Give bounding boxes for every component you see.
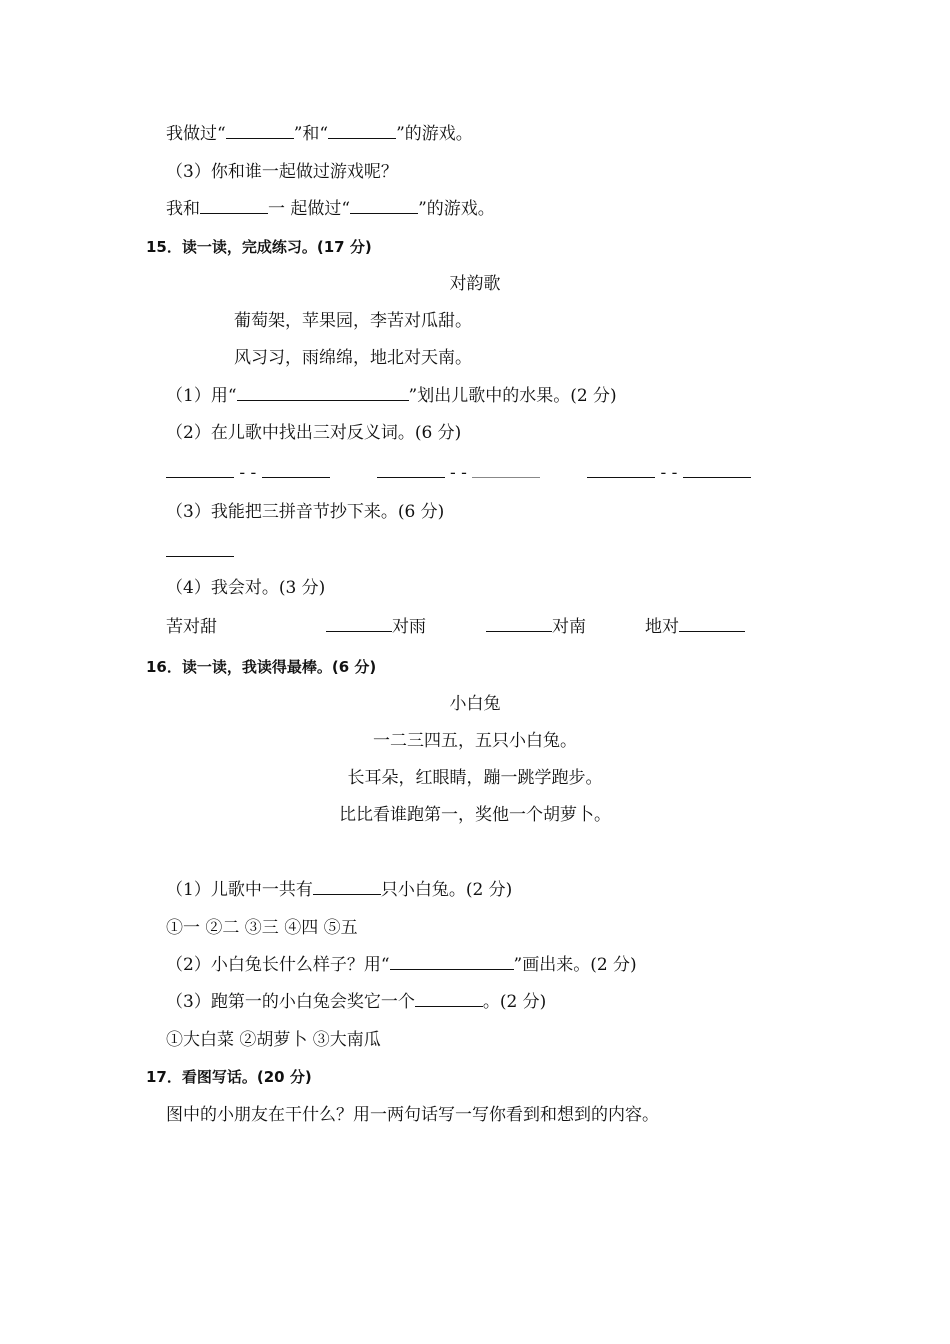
q16-part-1: [166, 878, 512, 902]
q16-poem-title: 小白兔: [449, 694, 501, 714]
answer-blank[interactable]: [486, 615, 552, 632]
q14-line-1-text-c: ”的游戏。: [396, 124, 473, 144]
q16-part-2-text-b: ”画出来。(2 分): [513, 955, 637, 975]
q16-part-1-text-b: 只小白兔。(2 分): [380, 880, 513, 900]
q15-part-2: （2）在儿歌中找出三对反义词。(6 分): [166, 423, 462, 443]
q14-line-3-text-a: 我和: [166, 199, 200, 219]
q14-line-1-text-b: ”和“: [293, 124, 329, 144]
answer-blank[interactable]: [166, 540, 234, 557]
q16-part-3-text-b: 。(2 分): [482, 992, 547, 1012]
q16-part-3-text-a: （3）跑第一的小白兔会奖它一个: [166, 992, 415, 1012]
answer-blank[interactable]: [200, 197, 268, 214]
q16-poem-line-1: 一二三四五，五只小白兔。: [373, 731, 577, 751]
answer-blank[interactable]: [587, 461, 655, 478]
answer-blank[interactable]: [472, 461, 540, 478]
q15-poem-title: 对韵歌: [449, 274, 501, 294]
answer-blank[interactable]: [237, 384, 409, 401]
q14-line-1: [166, 122, 473, 146]
q17-prompt: 图中的小朋友在干什么？用一两句话写一写你看到和想到的内容。: [166, 1105, 659, 1125]
answer-blank[interactable]: [226, 122, 294, 139]
answer-blank[interactable]: [679, 615, 745, 632]
q16-part-1-text-a: （1）儿歌中一共有: [166, 880, 313, 900]
pair-separator: - -: [660, 463, 678, 483]
q17-header: 17．看图写话。(20 分): [146, 1068, 312, 1086]
answer-blank[interactable]: [377, 461, 445, 478]
q16-part-1-options: ①一 ②二 ③三 ④四 ⑤五: [166, 918, 358, 938]
q16-part-3-options: ①大白菜 ②胡萝卜 ③大南瓜: [166, 1030, 381, 1050]
q15-pair-2: [326, 615, 426, 639]
answer-blank[interactable]: [326, 615, 392, 632]
q16-poem-line-3: 比比看谁跑第一，奖他一个胡萝卜。: [339, 805, 611, 825]
q16-poem-line-2: 长耳朵，红眼睛，蹦一跳学跑步。: [347, 768, 603, 788]
q15-pair-3: [486, 615, 586, 639]
q15-poem-line-1: 葡萄架，苹果园，李苦对瓜甜。: [234, 311, 472, 331]
answer-blank[interactable]: [313, 878, 381, 895]
q15-pair-1: 苦对甜: [166, 617, 217, 637]
q15-pair-3-text: 对南: [552, 617, 586, 637]
q15-part-3: （3）我能把三拼音节抄下来。(6 分): [166, 502, 445, 522]
q15-header: 15．读一读，完成练习。(17 分): [146, 238, 372, 256]
pair-separator: - -: [239, 463, 257, 483]
answer-blank[interactable]: [328, 122, 396, 139]
q15-pair-4: [645, 615, 745, 639]
q15-poem-line-2: 风习习，雨绵绵，地北对天南。: [234, 348, 472, 368]
answer-blank[interactable]: [683, 461, 751, 478]
answer-blank[interactable]: [262, 461, 330, 478]
q14-line-3-text-b: 一 起做过“: [268, 199, 351, 219]
q16-part-2: [166, 953, 637, 977]
q15-part-1-text-a: （1）用“: [166, 386, 237, 406]
q14-part-3: （3）你和谁一起做过游戏呢？: [166, 162, 398, 182]
q15-part-1: [166, 384, 617, 408]
q15-part-1-text-b: ”划出儿歌中的水果。(2 分): [408, 386, 617, 406]
q15-part-4: （4）我会对。(3 分): [166, 578, 326, 598]
q15-antonym-pairs: [166, 461, 751, 485]
q15-pair-2-text: 对雨: [392, 617, 426, 637]
q14-line-1-text-a: 我做过“: [166, 124, 226, 144]
q15-pair-4-text: 地对: [645, 617, 679, 637]
answer-blank[interactable]: [415, 990, 483, 1007]
pair-separator: - -: [449, 463, 467, 483]
q16-part-2-text-a: （2）小白兔长什么样子？用“: [166, 955, 390, 975]
answer-blank[interactable]: [350, 197, 418, 214]
q14-line-3: [166, 197, 495, 221]
q14-line-3-text-c: ”的游戏。: [418, 199, 495, 219]
answer-blank[interactable]: [390, 953, 514, 970]
answer-blank[interactable]: [166, 461, 234, 478]
q16-header: 16．读一读，我读得最棒。(6 分): [146, 658, 377, 676]
q16-part-3: [166, 990, 546, 1014]
q15-part-3-answer: [166, 540, 234, 564]
